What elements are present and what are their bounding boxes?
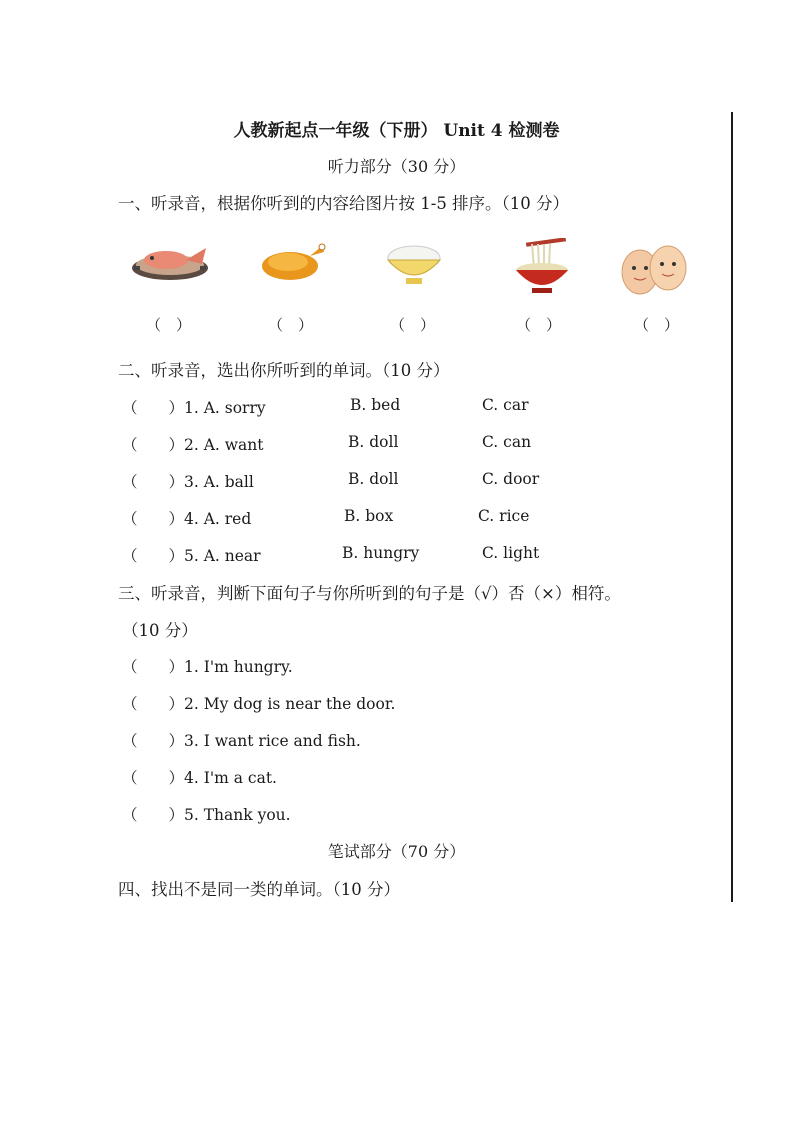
picture-blank-3[interactable]: （ ）: [390, 316, 436, 334]
picture-blank-5[interactable]: （ ）: [634, 316, 680, 334]
question-number-option-a: （ ）2. A. want: [122, 436, 264, 454]
written-heading: 笔试部分（70 分）: [327, 842, 466, 861]
section3-heading: 三、听录音，判断下面句子与你所听到的句子是（√）否（×）相符。: [118, 584, 621, 603]
question-number-option-a: （ ）4. A. red: [122, 510, 252, 528]
statement-text: （ ）1. I'm hungry.: [122, 658, 293, 676]
picture-blank-1[interactable]: （ ）: [146, 316, 192, 334]
margin-line: [731, 112, 733, 902]
roast-chicken-icon: [258, 238, 328, 284]
statement-text: （ ）4. I'm a cat.: [122, 769, 277, 787]
option-c: C. can: [482, 433, 532, 451]
listening-heading: 听力部分（30 分）: [327, 157, 466, 176]
fish-dish-icon: [128, 238, 214, 288]
statement-text: （ ）3. I want rice and fish.: [122, 732, 361, 750]
option-c: C. rice: [478, 507, 530, 525]
statement-text: （ ）2. My dog is near the door.: [122, 695, 396, 713]
option-c: C. door: [482, 470, 540, 488]
picture-blank-4[interactable]: （ ）: [516, 316, 562, 334]
eggs-icon: [616, 238, 696, 298]
section2-heading: 二、听录音，选出你所听到的单词。（10 分）: [118, 361, 450, 380]
option-b: B. hungry: [342, 544, 420, 562]
page-title: 人教新起点一年级（下册） Unit 4 检测卷: [233, 121, 560, 141]
option-c: C. car: [482, 396, 529, 414]
option-b: B. box: [344, 507, 394, 525]
section1-heading: 一、听录音，根据你听到的内容给图片按 1-5 排序。（10 分）: [118, 194, 570, 213]
question-number-option-a: （ ）1. A. sorry: [122, 399, 266, 417]
option-b: B. doll: [348, 433, 399, 451]
noodles-icon: [512, 238, 572, 296]
question-number-option-a: （ ）3. A. ball: [122, 473, 254, 491]
option-c: C. light: [482, 544, 540, 562]
rice-bowl-icon: [384, 238, 444, 290]
option-b: B. doll: [348, 470, 399, 488]
question-number-option-a: （ ）5. A. near: [122, 547, 261, 565]
section3-heading-score: （10 分）: [122, 621, 198, 640]
option-b: B. bed: [350, 396, 401, 414]
picture-blank-2[interactable]: （ ）: [268, 316, 314, 334]
statement-text: （ ）5. Thank you.: [122, 806, 291, 824]
section4-heading: 四、找出不是同一类的单词。（10 分）: [118, 880, 400, 899]
